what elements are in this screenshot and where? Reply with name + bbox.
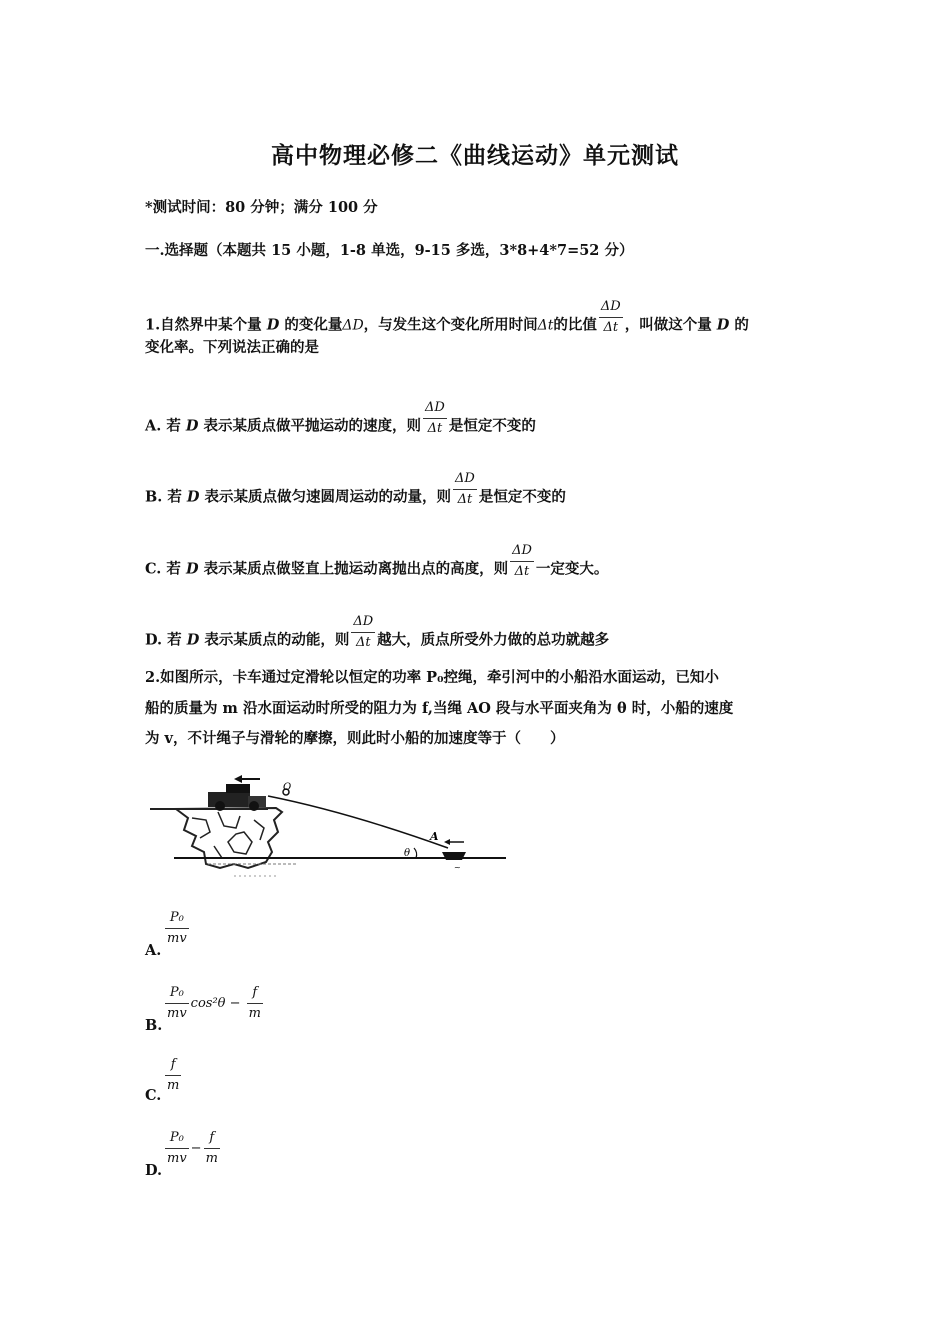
q2-option-a-expr: $\frac{\text{P₀}}{mv}$ <box>167 910 187 946</box>
svg-text:~: ~ <box>454 863 461 872</box>
q1-option-a: A. 若 D 表示某质点做平抛运动的速度，则 $\frac{\Delta D}{\Delta t}$ 是恒定不变的 <box>145 400 536 436</box>
q2-option-c-expr: $\frac{f}{m}$ <box>167 1057 180 1093</box>
boat-label-a: A <box>430 830 439 843</box>
q1-stem-line1: 1.自然界中某个量 D 的变化量ΔD，与发生这个变化所用时间Δt的比值 $\frac{\Delta D}{\Delta t}$ ，叫做这个量 D 的 <box>145 299 749 335</box>
section-heading: 一.选择题（本题共 15 小题，1-8 单选，9-15 多选，3*8+4*7=52 分） <box>145 242 634 259</box>
q2-stem-line3: 为 v，不计绳子与滑轮的摩擦，则此时小船的加速度等于（ ） <box>145 730 565 747</box>
page-title: 高中物理必修二《曲线运动》单元测试 <box>271 142 679 169</box>
test-info: *测试时间：80 分钟；满分 100 分 <box>145 199 378 216</box>
q1-option-c: C. 若 D 表示某质点做竖直上抛运动离抛出点的高度，则 $\frac{\Delta D}{\Delta t}$ 一定变大。 <box>145 543 609 579</box>
pulley-label-o: O <box>283 782 292 793</box>
angle-label-theta: θ <box>404 848 411 859</box>
q2-option-d-expr: $\frac{\text{P₀}}{mv}$ − $\frac{f}{m}$ <box>167 1130 218 1166</box>
q2-stem-line1: 2.如图所示，卡车通过定滑轮以恒定的功率 P₀控绳，牵引河中的小船沿水面运动，已知小 <box>145 669 719 686</box>
truck-boat-figure <box>148 772 510 886</box>
q1-stem-line2: 变化率。下列说法正确的是 <box>145 339 319 356</box>
q1-option-d: D. 若 D 表示某质点的动能，则 $\frac{\Delta D}{\Delta t}$ 越大，质点所受外力做的总功就越多 <box>145 614 610 650</box>
q2-option-b-expr: $\frac{\text{P₀}}{mv}$ cos²θ − $\frac{f}{m}$ <box>167 985 261 1021</box>
q2-option-c-label: C. <box>145 1087 162 1104</box>
q2-option-b-label: B. <box>145 1017 163 1034</box>
q2-stem-line2: 船的质量为 m 沿水面运动时所受的阻力为 f,当绳 AO 段与水平面夹角为 θ 时，小船的速度 <box>145 700 734 717</box>
ratio-fraction: $\frac{\Delta D}{\Delta t}$ <box>600 299 621 335</box>
q2-option-a-label: A. <box>145 942 162 959</box>
q1-option-b: B. 若 D 表示某质点做匀速圆周运动的动量，则 $\frac{\Delta D}{\Delta t}$ 是恒定不变的 <box>145 471 566 507</box>
q2-option-d-label: D. <box>145 1162 163 1179</box>
